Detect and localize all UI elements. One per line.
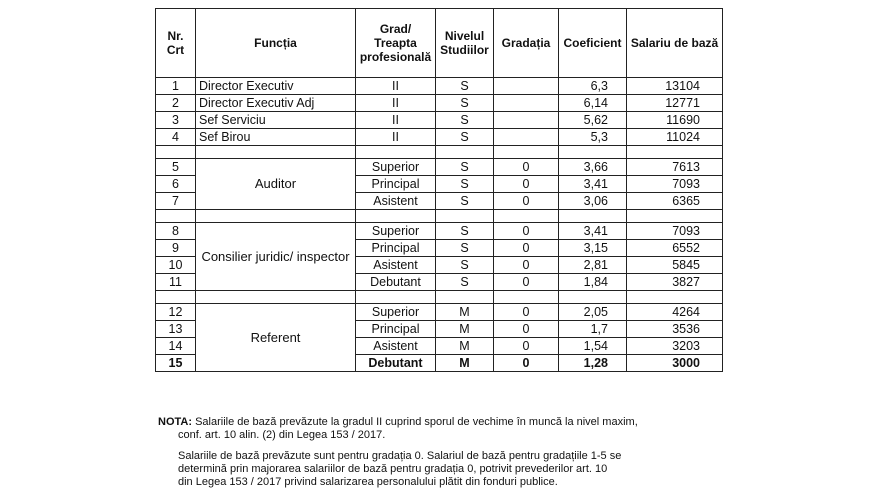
row-gradation <box>494 112 559 129</box>
row-function: Director Executiv Adj <box>196 95 356 112</box>
row-gradation: 0 <box>494 257 559 274</box>
row-number: 9 <box>156 240 196 257</box>
row-coefficient: 3,41 <box>559 176 627 193</box>
header-functia: Funcția <box>196 9 356 78</box>
row-studies: M <box>436 355 494 372</box>
row-studies: S <box>436 223 494 240</box>
row-salary: 7093 <box>627 176 723 193</box>
row-grade: Principal <box>356 321 436 338</box>
row-number: 13 <box>156 321 196 338</box>
row-number: 10 <box>156 257 196 274</box>
row-studies: M <box>436 304 494 321</box>
row-gradation: 0 <box>494 240 559 257</box>
row-studies: S <box>436 274 494 291</box>
row-coefficient: 1,84 <box>559 274 627 291</box>
spacer-row <box>156 291 723 304</box>
row-studies: S <box>436 159 494 176</box>
row-number: 5 <box>156 159 196 176</box>
row-gradation: 0 <box>494 304 559 321</box>
note-line-3: Salariile de bază prevăzute sunt pentru gradația 0. Salariul de bază pentru gradațiile 1-5 se <box>178 450 622 462</box>
spacer-cell <box>627 210 723 223</box>
row-salary: 4264 <box>627 304 723 321</box>
spacer-cell <box>196 210 356 223</box>
header-gradatia: Gradația <box>494 9 559 78</box>
table-row <box>156 112 723 129</box>
row-gradation: 0 <box>494 355 559 372</box>
row-coefficient: 6,14 <box>559 95 627 112</box>
group-function-name: Consilier juridic/ inspector <box>196 223 356 291</box>
table-row <box>156 304 723 321</box>
row-coefficient: 3,66 <box>559 159 627 176</box>
note-line-5: din Legea 153 / 2017 privind salarizarea personalului plătit din fonduri publice. <box>178 476 558 488</box>
spacer-cell <box>627 291 723 304</box>
row-gradation <box>494 129 559 146</box>
row-gradation: 0 <box>494 274 559 291</box>
row-gradation: 0 <box>494 159 559 176</box>
header-studii: Nivelul Studiilor <box>436 9 494 78</box>
row-studies: S <box>436 257 494 274</box>
table-row <box>156 95 723 112</box>
row-studies: M <box>436 338 494 355</box>
table-row <box>156 159 723 176</box>
row-salary: 5845 <box>627 257 723 274</box>
spacer-cell <box>559 146 627 159</box>
row-gradation <box>494 78 559 95</box>
row-gradation: 0 <box>494 176 559 193</box>
row-salary: 3000 <box>627 355 723 372</box>
spacer-cell <box>436 146 494 159</box>
spacer-cell <box>494 291 559 304</box>
row-coefficient: 3,15 <box>559 240 627 257</box>
table-row <box>156 129 723 146</box>
row-function: Director Executiv <box>196 78 356 95</box>
row-grade: Superior <box>356 304 436 321</box>
spacer-cell <box>356 146 436 159</box>
row-studies: S <box>436 112 494 129</box>
note-line-4: determină prin majorarea salariilor de bază pentru gradația 0, potrivit prevederilor art. 10 <box>178 463 608 475</box>
group-function-name: Auditor <box>196 159 356 210</box>
spacer-cell <box>436 210 494 223</box>
row-salary: 7093 <box>627 223 723 240</box>
row-coefficient: 3,06 <box>559 193 627 210</box>
spacer-cell <box>494 146 559 159</box>
row-gradation: 0 <box>494 338 559 355</box>
row-salary: 13104 <box>627 78 723 95</box>
row-gradation: 0 <box>494 223 559 240</box>
row-grade: II <box>356 95 436 112</box>
row-studies: S <box>436 78 494 95</box>
spacer-cell <box>436 291 494 304</box>
spacer-row <box>156 210 723 223</box>
row-gradation: 0 <box>494 321 559 338</box>
table-body <box>156 78 723 372</box>
row-number: 2 <box>156 95 196 112</box>
row-salary: 3536 <box>627 321 723 338</box>
row-grade: Superior <box>356 159 436 176</box>
row-grade: Debutant <box>356 355 436 372</box>
row-number: 3 <box>156 112 196 129</box>
row-studies: S <box>436 193 494 210</box>
row-number: 6 <box>156 176 196 193</box>
salary-table <box>155 8 723 372</box>
row-number: 1 <box>156 78 196 95</box>
row-number: 8 <box>156 223 196 240</box>
row-grade: Principal <box>356 240 436 257</box>
row-salary: 12771 <box>627 95 723 112</box>
spacer-cell <box>559 291 627 304</box>
row-grade: II <box>356 129 436 146</box>
row-gradation <box>494 95 559 112</box>
group-function-name: Referent <box>196 304 356 372</box>
row-coefficient: 1,28 <box>559 355 627 372</box>
row-grade: Asistent <box>356 257 436 274</box>
spacer-cell <box>627 146 723 159</box>
row-grade: Superior <box>356 223 436 240</box>
row-studies: M <box>436 321 494 338</box>
row-salary: 11690 <box>627 112 723 129</box>
row-salary: 11024 <box>627 129 723 146</box>
spacer-row <box>156 146 723 159</box>
note-line-2: conf. art. 10 alin. (2) din Legea 153 / 2017. <box>178 429 386 441</box>
row-coefficient: 1,54 <box>559 338 627 355</box>
table-row <box>156 78 723 95</box>
row-coefficient: 5,3 <box>559 129 627 146</box>
row-studies: S <box>436 240 494 257</box>
row-salary: 6365 <box>627 193 723 210</box>
row-coefficient: 2,81 <box>559 257 627 274</box>
row-studies: S <box>436 95 494 112</box>
note-line-1: Salariile de bază prevăzute la gradul II cuprind sporul de vechime în muncă la nivel maxim, <box>195 416 638 428</box>
row-coefficient: 5,62 <box>559 112 627 129</box>
header-coeficient: Coeficient <box>559 9 627 78</box>
row-number: 11 <box>156 274 196 291</box>
row-number: 15 <box>156 355 196 372</box>
row-coefficient: 2,05 <box>559 304 627 321</box>
notes-section <box>158 416 718 489</box>
row-studies: S <box>436 129 494 146</box>
row-salary: 7613 <box>627 159 723 176</box>
spacer-cell <box>559 210 627 223</box>
row-grade: II <box>356 112 436 129</box>
row-grade: Debutant <box>356 274 436 291</box>
header-grad: Grad/ Treapta profesională <box>356 9 436 78</box>
row-number: 4 <box>156 129 196 146</box>
row-studies: S <box>436 176 494 193</box>
row-salary: 3203 <box>627 338 723 355</box>
spacer-cell <box>494 210 559 223</box>
spacer-cell <box>356 291 436 304</box>
row-number: 7 <box>156 193 196 210</box>
note-label: NOTA: <box>158 416 193 428</box>
row-salary: 3827 <box>627 274 723 291</box>
row-grade: Principal <box>356 176 436 193</box>
row-gradation: 0 <box>494 193 559 210</box>
row-number: 14 <box>156 338 196 355</box>
row-coefficient: 6,3 <box>559 78 627 95</box>
row-function: Sef Serviciu <box>196 112 356 129</box>
table-header <box>156 9 723 78</box>
spacer-cell <box>156 291 196 304</box>
row-number: 12 <box>156 304 196 321</box>
row-grade: Asistent <box>356 338 436 355</box>
header-nr: Nr. Crt <box>156 9 196 78</box>
spacer-cell <box>356 210 436 223</box>
row-grade: Asistent <box>356 193 436 210</box>
row-coefficient: 3,41 <box>559 223 627 240</box>
spacer-cell <box>196 291 356 304</box>
row-grade: II <box>356 78 436 95</box>
table-row <box>156 223 723 240</box>
header-salariu: Salariu de bază <box>627 9 723 78</box>
row-function: Sef Birou <box>196 129 356 146</box>
row-salary: 6552 <box>627 240 723 257</box>
spacer-cell <box>156 210 196 223</box>
row-coefficient: 1,7 <box>559 321 627 338</box>
spacer-cell <box>196 146 356 159</box>
spacer-cell <box>156 146 196 159</box>
